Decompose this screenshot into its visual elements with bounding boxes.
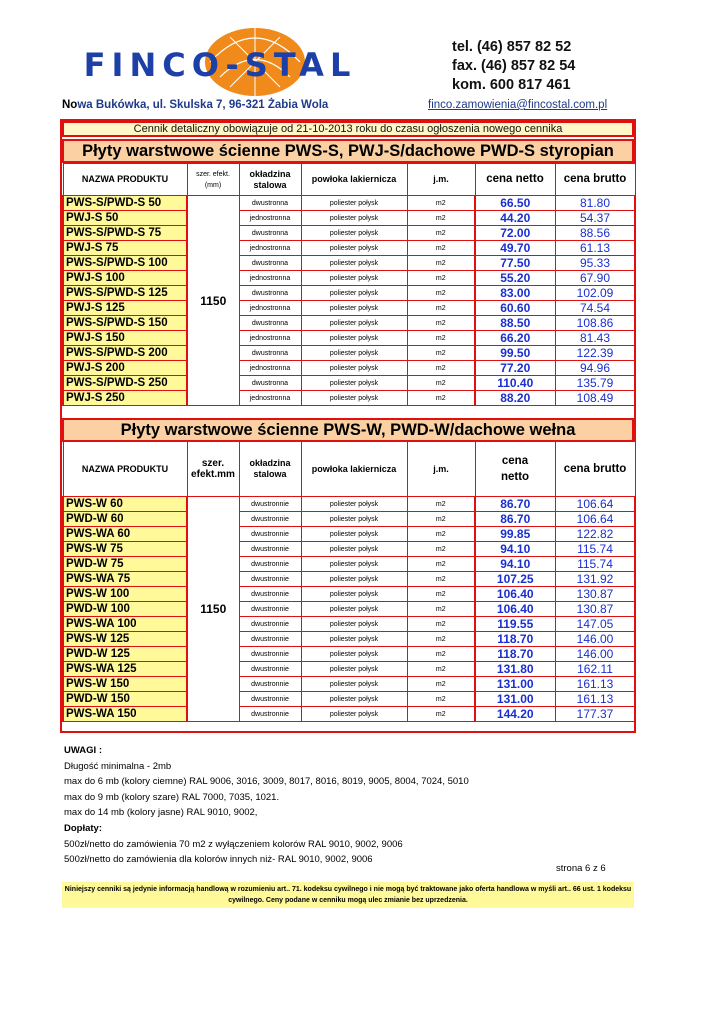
brutto-price: 94.96	[555, 361, 635, 376]
section1-header-row	[63, 164, 635, 196]
unit-value: m2	[407, 542, 475, 557]
coating-value: poliester połysk	[301, 542, 407, 557]
product-name: PWS-S/PWD-S 200	[63, 346, 187, 361]
cladding-value: dwustronna	[239, 196, 301, 211]
table-row	[63, 617, 635, 632]
cladding-value: jednostronna	[239, 331, 301, 346]
notes-title: UWAGI :	[64, 745, 102, 756]
section2-title: Płyty warstwowe ścienne PWS-W, PWD-W/dachowe wełna	[62, 418, 634, 442]
coating-value: poliester połysk	[301, 211, 407, 226]
cladding-value: dwustronna	[239, 316, 301, 331]
coating-value: poliester połysk	[301, 361, 407, 376]
cladding-value: dwustronnie	[239, 572, 301, 587]
note-line: Długość minimalna - 2mb	[64, 760, 172, 772]
cladding-value: dwustronna	[239, 286, 301, 301]
cladding-value: dwustronnie	[239, 527, 301, 542]
brutto-price: 102.09	[555, 286, 635, 301]
netto-price: 72.00	[475, 226, 555, 241]
coating-value: poliester połysk	[301, 286, 407, 301]
coating-value: poliester połysk	[301, 226, 407, 241]
address-prefix: No	[62, 99, 78, 111]
col-cladding-header: okładzina stalowa	[239, 164, 301, 196]
surcharge-line: 500zł/netto do zamówienia 70 m2 z wyłączeniem kolorów RAL 9010, 9002, 9006	[64, 838, 403, 850]
netto-price: 131.80	[475, 662, 555, 677]
table-row	[63, 226, 635, 241]
unit-value: m2	[407, 602, 475, 617]
col-name-header: NAZWA PRODUKTU	[63, 442, 187, 497]
unit-value: m2	[407, 256, 475, 271]
netto-price: 131.00	[475, 677, 555, 692]
logo-text: FINCO-STAL	[83, 46, 357, 84]
cladding-value: dwustronnie	[239, 512, 301, 527]
unit-value: m2	[407, 572, 475, 587]
unit-value: m2	[407, 497, 475, 512]
table-row	[63, 572, 635, 587]
product-name: PWD-W 75	[63, 557, 187, 572]
product-name: PWS-S/PWD-S 125	[63, 286, 187, 301]
col-netto-header: cena netto	[475, 442, 555, 497]
cladding-value: dwustronnie	[239, 497, 301, 512]
product-name: PWJ-S 200	[63, 361, 187, 376]
coating-value: poliester połysk	[301, 497, 407, 512]
validity-note: Cennik detaliczny obowiązuje od 21-10-2013 roku do czasu ogłoszenia nowego cennika	[62, 121, 634, 137]
cladding-value: dwustronnie	[239, 602, 301, 617]
brutto-price: 108.86	[555, 316, 635, 331]
netto-price: 86.70	[475, 512, 555, 527]
unit-value: m2	[407, 331, 475, 346]
netto-price: 94.10	[475, 557, 555, 572]
coating-value: poliester połysk	[301, 707, 407, 722]
netto-price: 83.00	[475, 286, 555, 301]
cladding-value: dwustronnie	[239, 617, 301, 632]
brutto-price: 81.80	[555, 196, 635, 211]
fax-number: fax. (46) 857 82 54	[452, 58, 576, 74]
netto-price: 88.20	[475, 391, 555, 406]
table-row	[63, 497, 635, 512]
netto-price: 77.50	[475, 256, 555, 271]
product-name: PWD-W 60	[63, 512, 187, 527]
netto-price: 106.40	[475, 587, 555, 602]
unit-value: m2	[407, 527, 475, 542]
unit-value: m2	[407, 211, 475, 226]
brutto-price: 177.37	[555, 707, 635, 722]
unit-value: m2	[407, 512, 475, 527]
netto-price: 110.40	[475, 376, 555, 391]
address	[62, 99, 328, 111]
product-name: PWS-WA 125	[63, 662, 187, 677]
netto-price: 44.20	[475, 211, 555, 226]
col-name-header: NAZWA PRODUKTU	[63, 164, 187, 196]
coating-value: poliester połysk	[301, 376, 407, 391]
product-name: PWD-W 125	[63, 647, 187, 662]
netto-price: 55.20	[475, 271, 555, 286]
unit-value: m2	[407, 662, 475, 677]
note-line: max do 6 mb (kolory ciemne) RAL 9006, 3016, 3009, 8017, 8016, 8019, 9005, 8004, 7024, 5010	[64, 776, 469, 788]
table-row	[63, 346, 635, 361]
unit-value: m2	[407, 286, 475, 301]
unit-value: m2	[407, 361, 475, 376]
netto-price: 107.25	[475, 572, 555, 587]
table-row	[63, 527, 635, 542]
col-brutto-header: cena brutto	[555, 164, 635, 196]
brutto-price: 147.05	[555, 617, 635, 632]
table-row	[63, 391, 635, 406]
table-row	[63, 707, 635, 722]
unit-value: m2	[407, 346, 475, 361]
brutto-price: 108.49	[555, 391, 635, 406]
surcharges-title: Dopłaty:	[64, 822, 102, 834]
table-row	[63, 602, 635, 617]
cladding-value: dwustronnie	[239, 557, 301, 572]
coating-value: poliester połysk	[301, 391, 407, 406]
product-name: PWS-S/PWD-S 250	[63, 376, 187, 391]
table-row	[63, 677, 635, 692]
surcharge-line: 500zł/netto do zamówienia dla kolorów innych niż- RAL 9010, 9002, 9006	[64, 854, 373, 866]
section1-title: Płyty warstwowe ścienne PWS-S, PWJ-S/dachowe PWD-S styropian	[62, 139, 634, 163]
cladding-value: jednostronna	[239, 271, 301, 286]
page-number: strona 6 z 6	[556, 863, 606, 874]
mobile-number: kom. 600 817 461	[452, 77, 571, 93]
coating-value: poliester połysk	[301, 692, 407, 707]
coating-value: poliester połysk	[301, 196, 407, 211]
coating-value: poliester połysk	[301, 301, 407, 316]
address-rest: wa Bukówka, ul. Skulska 7, 96-321 Żabia Wola	[77, 99, 329, 111]
unit-value: m2	[407, 677, 475, 692]
coating-value: poliester połysk	[301, 256, 407, 271]
notes-block	[64, 743, 469, 868]
col-coating-header: powłoka lakiernicza	[301, 164, 407, 196]
netto-price: 94.10	[475, 542, 555, 557]
coating-value: poliester połysk	[301, 662, 407, 677]
unit-value: m2	[407, 241, 475, 256]
col-brutto-header: cena brutto	[555, 442, 635, 497]
legal-disclaimer: Niniejszy cenniki są jedynie informacją handlową w rozumieniu art.. 71. kodeksu cywilnego i nie mogą być traktowane jako oferta handlowa w myśli art.. 66 ust. 1 kodeksu cywilnego. Ceny podane w cenniku mogą ulec zmianie bez uprzedzenia.	[62, 882, 634, 908]
table-row	[63, 557, 635, 572]
product-name: PWS-S/PWD-S 150	[63, 316, 187, 331]
cladding-value: dwustronnie	[239, 707, 301, 722]
table-row	[63, 361, 635, 376]
table-row	[63, 241, 635, 256]
col-coating-header: powłoka lakiernicza	[301, 442, 407, 497]
netto-price: 131.00	[475, 692, 555, 707]
unit-value: m2	[407, 196, 475, 211]
table-row	[63, 286, 635, 301]
col-unit-header: j.m.	[407, 442, 475, 497]
brutto-price: 106.64	[555, 512, 635, 527]
col-netto-header: cena netto	[475, 164, 555, 196]
product-name: PWS-WA 75	[63, 572, 187, 587]
product-name: PWS-W 60	[63, 497, 187, 512]
brutto-price: 88.56	[555, 226, 635, 241]
cladding-value: jednostronna	[239, 391, 301, 406]
unit-value: m2	[407, 707, 475, 722]
coating-value: poliester połysk	[301, 632, 407, 647]
coating-value: poliester połysk	[301, 677, 407, 692]
product-name: PWS-WA 60	[63, 527, 187, 542]
netto-price: 86.70	[475, 497, 555, 512]
unit-value: m2	[407, 647, 475, 662]
table-row	[63, 692, 635, 707]
coating-value: poliester połysk	[301, 557, 407, 572]
width-value: 1150	[187, 497, 239, 722]
table-row	[63, 647, 635, 662]
coating-value: poliester połysk	[301, 512, 407, 527]
brutto-price: 146.00	[555, 647, 635, 662]
cladding-value: dwustronnie	[239, 542, 301, 557]
col-unit-header: j.m.	[407, 164, 475, 196]
netto-price: 106.40	[475, 602, 555, 617]
col-cladding-header: okładzina stalowa	[239, 442, 301, 497]
table-row	[63, 211, 635, 226]
netto-price: 118.70	[475, 632, 555, 647]
product-name: PWS-WA 150	[63, 707, 187, 722]
unit-value: m2	[407, 692, 475, 707]
brutto-price: 74.54	[555, 301, 635, 316]
brutto-price: 122.82	[555, 527, 635, 542]
unit-value: m2	[407, 617, 475, 632]
product-name: PWD-W 100	[63, 602, 187, 617]
netto-price: 77.20	[475, 361, 555, 376]
unit-value: m2	[407, 557, 475, 572]
brutto-price: 162.11	[555, 662, 635, 677]
brutto-price: 81.43	[555, 331, 635, 346]
unit-value: m2	[407, 632, 475, 647]
product-name: PWS-W 100	[63, 587, 187, 602]
netto-price: 49.70	[475, 241, 555, 256]
coating-value: poliester połysk	[301, 572, 407, 587]
table-row	[63, 512, 635, 527]
netto-price: 88.50	[475, 316, 555, 331]
brutto-price: 67.90	[555, 271, 635, 286]
brutto-price: 130.87	[555, 587, 635, 602]
unit-value: m2	[407, 391, 475, 406]
table-row	[63, 376, 635, 391]
section1-table	[62, 163, 636, 406]
brutto-price: 54.37	[555, 211, 635, 226]
unit-value: m2	[407, 226, 475, 241]
product-name: PWJ-S 250	[63, 391, 187, 406]
cladding-value: dwustronnie	[239, 587, 301, 602]
coating-value: poliester połysk	[301, 647, 407, 662]
cladding-value: dwustronnie	[239, 677, 301, 692]
cladding-value: jednostronna	[239, 361, 301, 376]
netto-price: 118.70	[475, 647, 555, 662]
cladding-value: jednostronna	[239, 301, 301, 316]
product-name: PWJ-S 50	[63, 211, 187, 226]
product-name: PWS-WA 100	[63, 617, 187, 632]
brutto-price: 115.74	[555, 557, 635, 572]
unit-value: m2	[407, 316, 475, 331]
table-row	[63, 331, 635, 346]
brutto-price: 61.13	[555, 241, 635, 256]
brutto-price: 161.13	[555, 692, 635, 707]
brutto-price: 130.87	[555, 602, 635, 617]
coating-value: poliester połysk	[301, 602, 407, 617]
brutto-price: 106.64	[555, 497, 635, 512]
table-row	[63, 542, 635, 557]
product-name: PWS-W 75	[63, 542, 187, 557]
cladding-value: jednostronna	[239, 211, 301, 226]
coating-value: poliester połysk	[301, 617, 407, 632]
product-name: PWJ-S 150	[63, 331, 187, 346]
cladding-value: dwustronna	[239, 346, 301, 361]
note-line: max do 14 mb (kolory jasne) RAL 9010, 9002,	[64, 807, 258, 819]
cladding-value: dwustronna	[239, 256, 301, 271]
table-row	[63, 271, 635, 286]
coating-value: poliester połysk	[301, 527, 407, 542]
cladding-value: dwustronnie	[239, 632, 301, 647]
col-width-header: szer. efekt. (mm)	[187, 164, 239, 196]
product-name: PWS-W 125	[63, 632, 187, 647]
cladding-value: dwustronna	[239, 226, 301, 241]
contact-block	[452, 38, 575, 95]
cladding-value: dwustronna	[239, 376, 301, 391]
brutto-price: 122.39	[555, 346, 635, 361]
table-row	[63, 316, 635, 331]
netto-price: 119.55	[475, 617, 555, 632]
coating-value: poliester połysk	[301, 346, 407, 361]
col-width-header: szer. efekt.mm	[187, 442, 239, 497]
unit-value: m2	[407, 376, 475, 391]
product-name: PWS-S/PWD-S 75	[63, 226, 187, 241]
phone-number: tel. (46) 857 82 52	[452, 39, 572, 55]
table-row	[63, 196, 635, 211]
width-value: 1150	[187, 196, 239, 406]
brutto-price: 135.79	[555, 376, 635, 391]
netto-price: 99.50	[475, 346, 555, 361]
section2-table	[62, 441, 636, 722]
section2-header-row	[63, 442, 635, 497]
netto-price: 144.20	[475, 707, 555, 722]
brutto-price: 131.92	[555, 572, 635, 587]
brutto-price: 115.74	[555, 542, 635, 557]
netto-price: 66.50	[475, 196, 555, 211]
product-name: PWJ-S 75	[63, 241, 187, 256]
table-row	[63, 256, 635, 271]
coating-value: poliester połysk	[301, 271, 407, 286]
table-row	[63, 632, 635, 647]
netto-price: 60.60	[475, 301, 555, 316]
netto-price: 99.85	[475, 527, 555, 542]
note-line: max do 9 mb (kolory szare) RAL 7000, 7035, 1021.	[64, 791, 280, 803]
product-name: PWS-S/PWD-S 50	[63, 196, 187, 211]
cladding-value: jednostronna	[239, 241, 301, 256]
product-name: PWS-S/PWD-S 100	[63, 256, 187, 271]
table-row	[63, 662, 635, 677]
company-logo	[70, 22, 370, 102]
coating-value: poliester połysk	[301, 587, 407, 602]
product-name: PWJ-S 125	[63, 301, 187, 316]
product-name: PWD-W 150	[63, 692, 187, 707]
unit-value: m2	[407, 301, 475, 316]
unit-value: m2	[407, 271, 475, 286]
brutto-price: 95.33	[555, 256, 635, 271]
coating-value: poliester połysk	[301, 241, 407, 256]
product-name: PWS-W 150	[63, 677, 187, 692]
coating-value: poliester połysk	[301, 331, 407, 346]
cladding-value: dwustronnie	[239, 692, 301, 707]
cladding-value: dwustronnie	[239, 662, 301, 677]
unit-value: m2	[407, 587, 475, 602]
cladding-value: dwustronnie	[239, 647, 301, 662]
brutto-price: 161.13	[555, 677, 635, 692]
product-name: PWJ-S 100	[63, 271, 187, 286]
brutto-price: 146.00	[555, 632, 635, 647]
coating-value: poliester połysk	[301, 316, 407, 331]
table-row	[63, 301, 635, 316]
netto-price: 66.20	[475, 331, 555, 346]
table-row	[63, 587, 635, 602]
email-link[interactable]: finco.zamowienia@fincostal.com.pl	[428, 99, 608, 111]
